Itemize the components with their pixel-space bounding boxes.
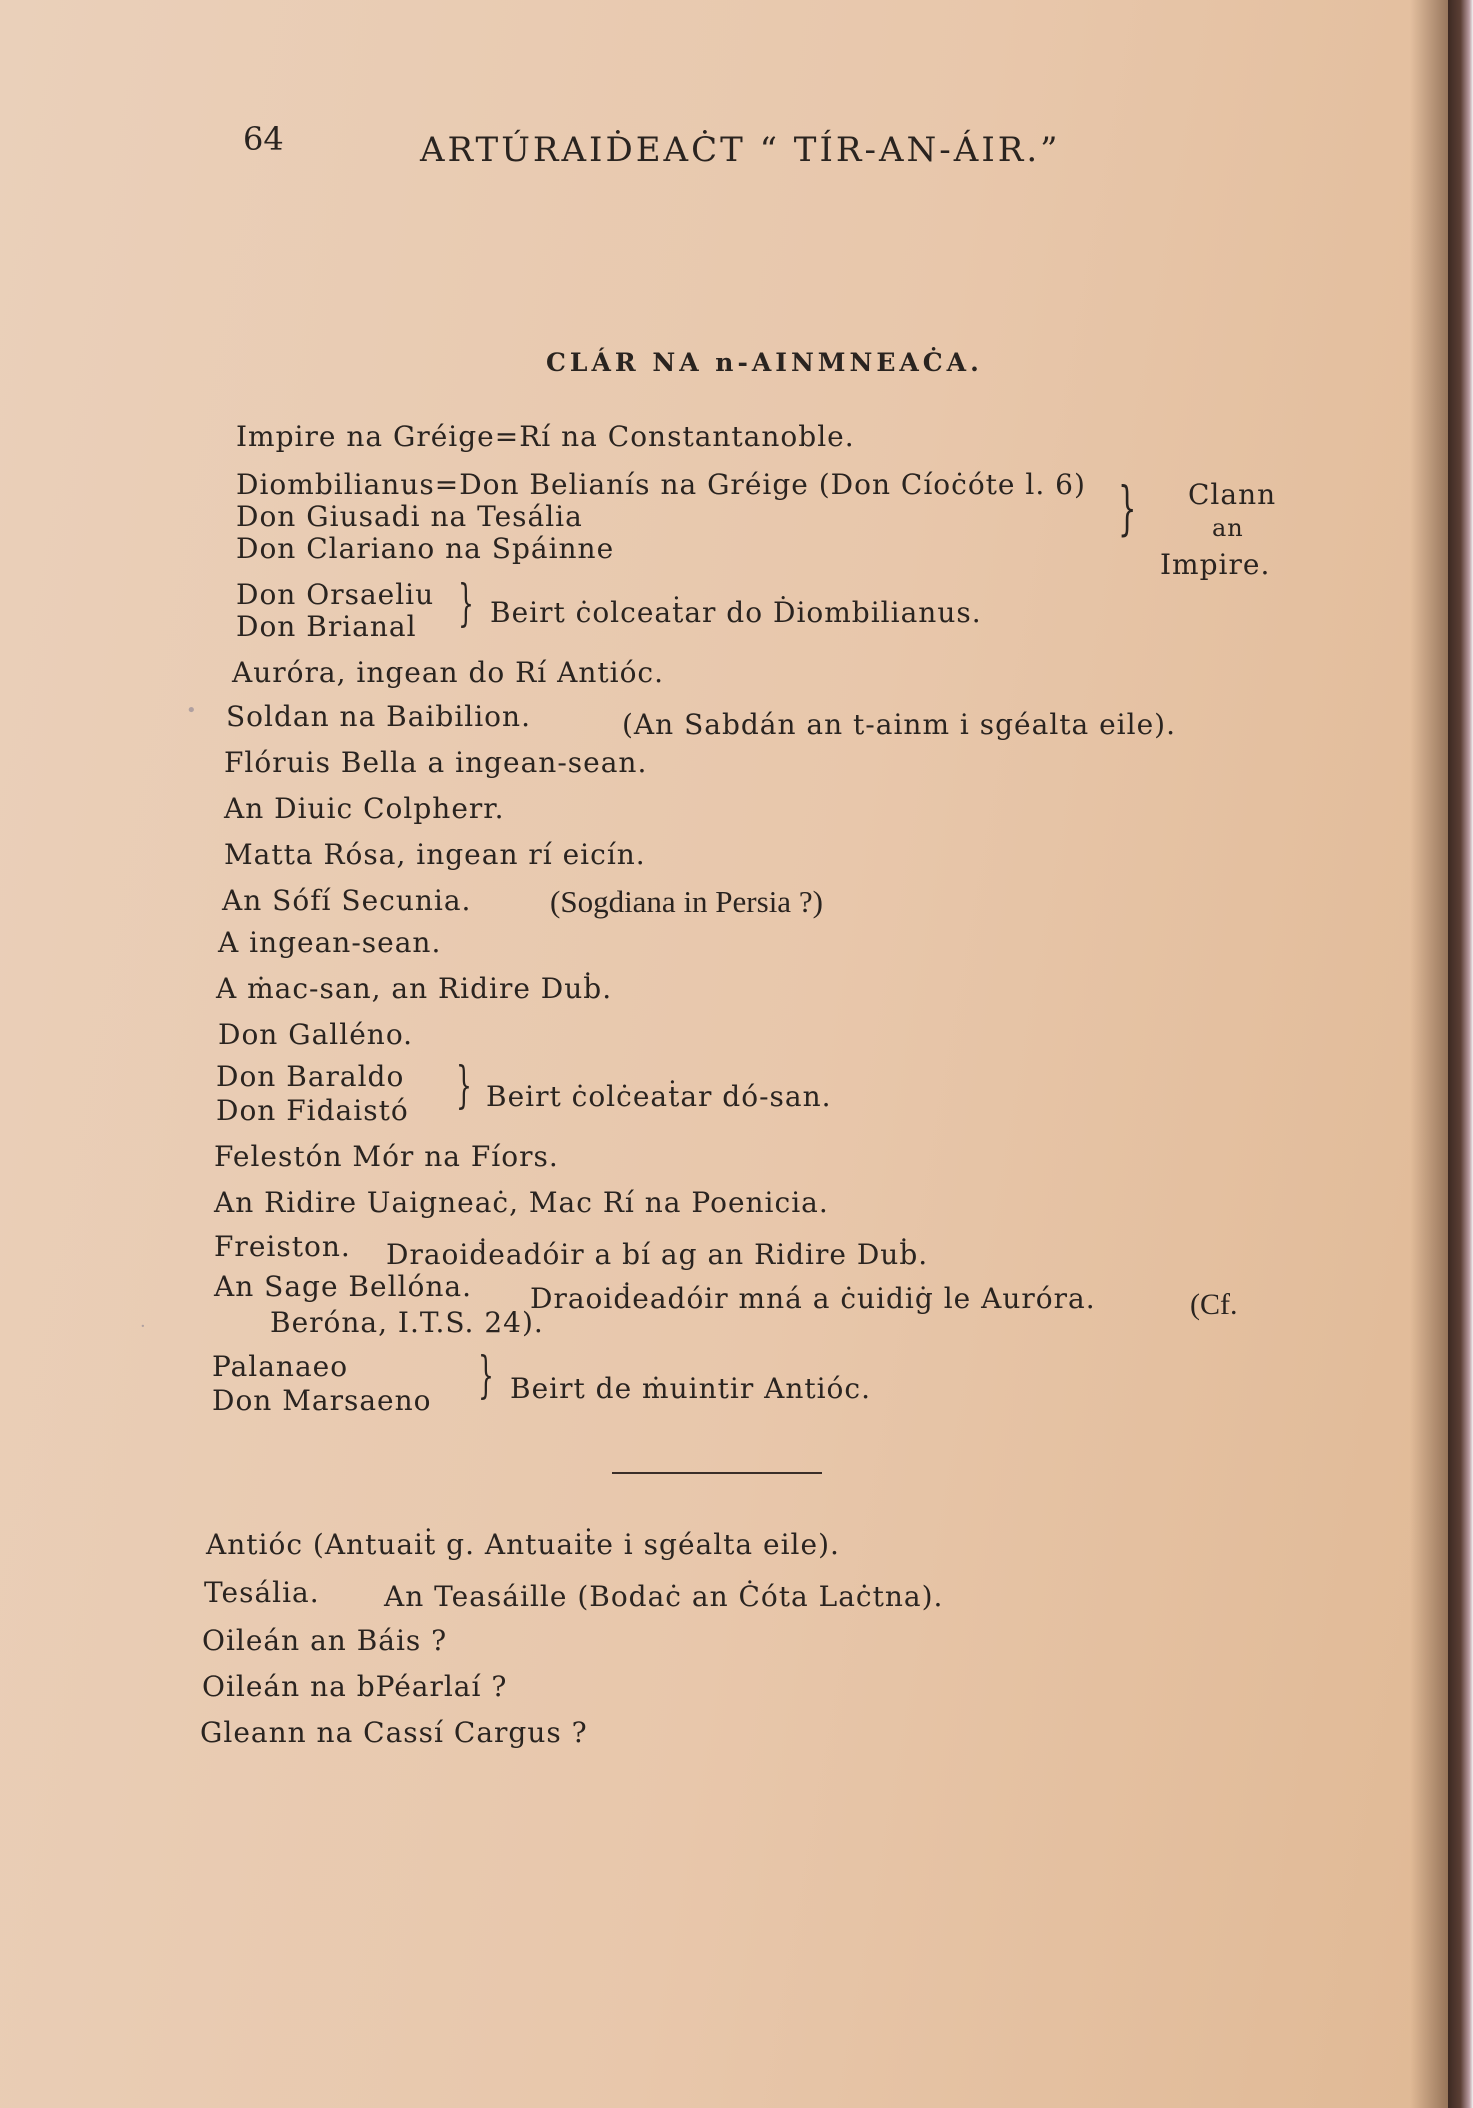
running-title: ARTÚRAIḊEAĊT “ TÍR-AN-ÁIR.” <box>420 130 1061 170</box>
side-note: Impire. <box>1160 548 1271 581</box>
side-note: an <box>1212 514 1244 542</box>
paper-speck: • <box>186 700 197 721</box>
entry-line: Beróna, I.T.S. 24). <box>270 1306 544 1339</box>
entry-line: A ingean-sean. <box>218 926 442 959</box>
entry-line: Don Clariano na Spáinne <box>236 532 615 565</box>
divider <box>612 1472 822 1474</box>
entry-line: Auróra, ingean do Rí Antióc. <box>232 656 665 689</box>
entry-line: Don Brianal <box>236 610 417 643</box>
entry-note: (Cf. <box>1190 1288 1238 1321</box>
entry-note: (Sogdiana in Persia ?) <box>550 884 823 919</box>
entry-note: Beirt de ṁuintir Antióc. <box>510 1372 871 1405</box>
brace: } <box>478 1346 494 1404</box>
brace: } <box>1118 474 1137 542</box>
entry-line: Diombilianus=Don Belianís na Gréige (Don Cíoċóte l. 6) <box>236 468 1086 501</box>
entry-line: Flóruis Bella a ingean-sean. <box>224 746 648 779</box>
brace: } <box>458 574 474 632</box>
side-note: Clann <box>1188 478 1277 511</box>
section-title: CLÁR NA n-AINMNEAĊA. <box>546 348 983 377</box>
page-number: 64 <box>243 120 284 158</box>
entry-line: An Ridire Uaigneaċ, Mac Rí na Poenicia. <box>214 1186 829 1219</box>
entry-note: (An Sabdán an t-ainm i sgéalta eile). <box>622 708 1176 741</box>
entry-line: Freiston. <box>214 1230 351 1263</box>
entry-line: Don Marsaeno <box>212 1384 432 1417</box>
entry-note: Beirt ċolċeaṫar dó-san. <box>486 1080 832 1113</box>
note-line: Gleann na Cassí Cargus ? <box>200 1716 588 1749</box>
entry-line: Don Galléno. <box>218 1018 414 1051</box>
entry-line: An Sage Bellóna. <box>214 1270 472 1303</box>
entry-line: Matta Rósa, ingean rí eicín. <box>224 838 646 871</box>
entry-line: Soldan na Baibilion. <box>226 700 531 733</box>
entry-line: Felestón Mór na Fíors. <box>214 1140 559 1173</box>
entry-line: Impire na Gréige=Rí na Constantanoble. <box>236 420 855 453</box>
entry-note: Draoiḋeadóir mná a ċuidiġ le Auróra. <box>530 1282 1096 1315</box>
book-spine <box>1448 0 1473 2108</box>
note-line: Oileán an Báis ? <box>202 1624 448 1657</box>
page-edge-shadow <box>1410 0 1448 2108</box>
entry-note: Draoiḋeadóir a bí ag an Ridire Duḃ. <box>386 1238 929 1271</box>
brace: } <box>456 1056 472 1114</box>
entry-note: Beirt ċolceaṫar do Ḋiombilianus. <box>490 596 982 629</box>
entry-line: Don Fidaistó <box>216 1094 409 1127</box>
entry-line: Don Giusadi na Tesália <box>236 500 583 533</box>
entry-line: An Diuic Colpherr. <box>224 792 505 825</box>
note-line: Oileán na bPéarlaí ? <box>202 1670 508 1703</box>
note-line: Tesália. <box>204 1576 320 1609</box>
entry-line: Don Orsaeliu <box>236 578 435 611</box>
paper-speck: · <box>140 1316 146 1337</box>
entry-line: An Sófí Secunia. <box>222 884 472 917</box>
entry-line: A ṁac-san, an Ridire Duḃ. <box>216 972 613 1005</box>
note-line: An Teasáille (Bodaċ an Ċóta Laċtna). <box>384 1580 944 1613</box>
note-line: Antióc (Antuaiṫ g. Antuaiṫe i sgéalta eile). <box>206 1528 840 1561</box>
entry-line: Palanaeo <box>212 1350 349 1383</box>
entry-line: Don Baraldo <box>216 1060 405 1093</box>
